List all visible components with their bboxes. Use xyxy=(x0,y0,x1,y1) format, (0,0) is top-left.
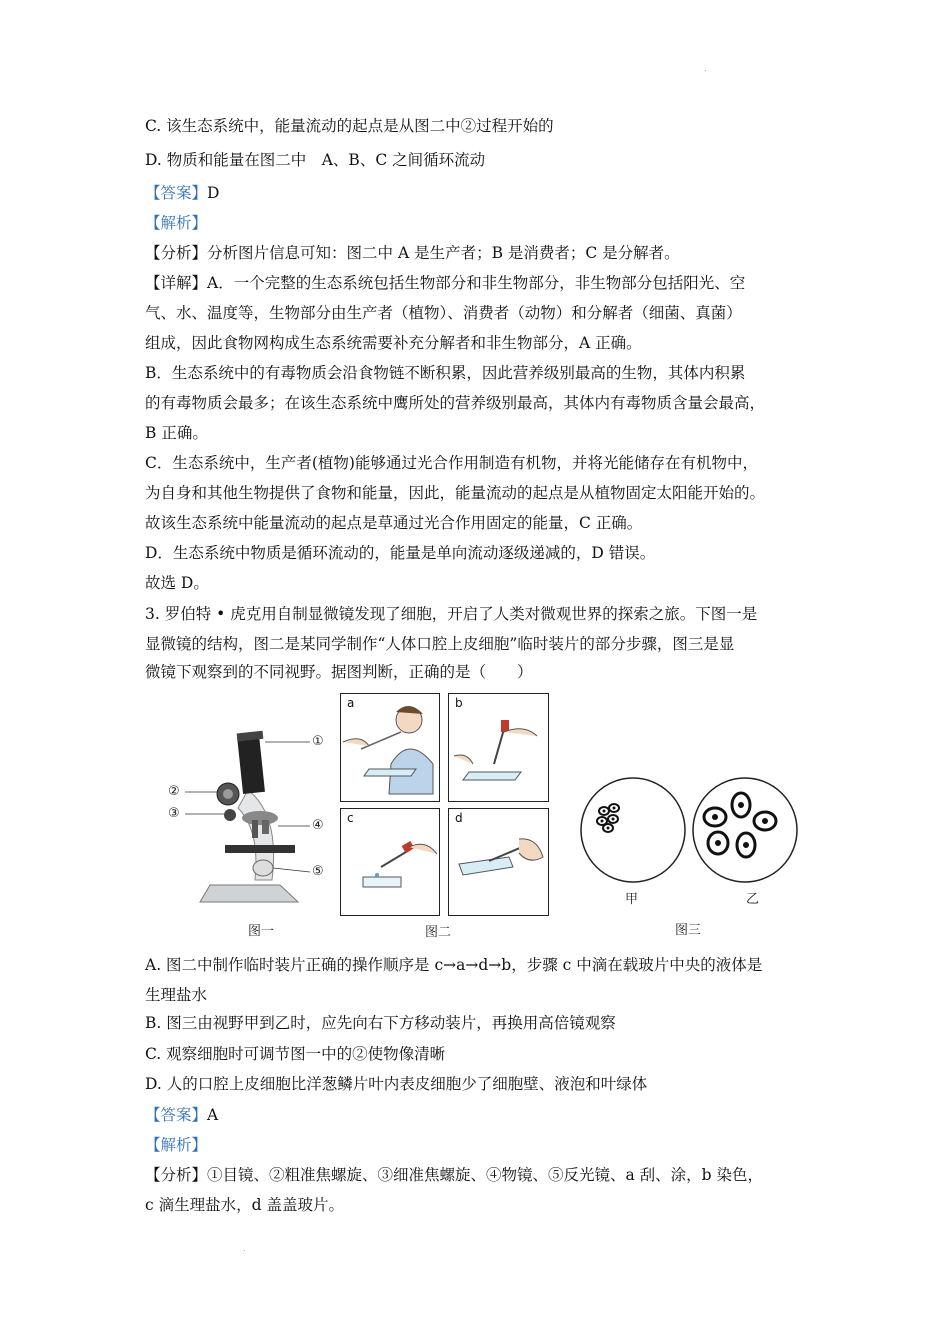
step-label-c: c xyxy=(347,811,354,825)
xiangjie-a1: A．一个完整的生态系统包括生物部分和非生物部分，非生物部分包括阳光、空 xyxy=(207,274,746,292)
xiangjie-a2: 气、水、温度等，生物部分由生产者（植物）、消费者（动物）和分解者（细菌、真菌） xyxy=(145,304,742,322)
option-d-text: D. 物质和能量在图二中 A、B、C 之间循环流动 xyxy=(145,151,486,169)
xiangjie-tag: 【详解】 xyxy=(145,274,208,292)
views-drawing xyxy=(578,775,803,905)
answer-line-1 xyxy=(145,183,219,203)
jiexi-tag: 【解析】 xyxy=(145,214,208,232)
answer-tag-2: 【答案】 xyxy=(145,1106,208,1124)
fenxi-text: 分析图片信息可知：图二中 A 是生产者；B 是消费者；C 是分解者。 xyxy=(207,244,680,262)
figure-views xyxy=(578,775,803,938)
option-d: D. 人的口腔上皮细胞比洋葱鳞片叶内表皮细胞少了细胞壁、液泡和叶绿体 xyxy=(145,1075,648,1093)
question3-line2: 显微镜的结构，图二是某同学制作“人体口腔上皮细胞”临时装片的部分步骤，图三是显 xyxy=(145,635,735,653)
fenxi-line-1 xyxy=(145,243,680,263)
answer-tag: 【答案】 xyxy=(145,184,208,202)
step-b-drawing xyxy=(449,694,548,801)
question3-line3: 微镜下观察到的不同视野。据图判断，正确的是（ ） xyxy=(145,663,533,681)
fenxi-tag: 【分析】 xyxy=(145,244,208,262)
conclusion-1: 故选 D。 xyxy=(145,574,209,592)
figure1-caption: 图一 xyxy=(248,924,275,939)
step-box-b xyxy=(448,693,549,802)
analysis-tag-2 xyxy=(145,1135,207,1155)
xiangjie-b1: B．生态系统中的有毒物质会沿食物链不断积累，因此营养级别最高的生物，其体内积累 xyxy=(145,364,746,382)
option-c-text: C. 该生态系统中，能量流动的起点是从图二中②过程开始的 xyxy=(145,117,554,135)
option-c: C. 观察细胞时可调节图一中的②使物像清晰 xyxy=(145,1045,446,1063)
jiexi-tag-2: 【解析】 xyxy=(145,1136,208,1154)
step-box-c xyxy=(340,808,440,916)
figure3-caption: 图三 xyxy=(675,923,702,938)
scan-dot-bottom: . xyxy=(243,1244,246,1253)
step-label-d: d xyxy=(455,811,463,825)
step-box-a xyxy=(340,693,440,802)
fenxi-tag-2: 【分析】 xyxy=(145,1166,208,1184)
scan-dot: . xyxy=(704,64,707,73)
step-label-b: b xyxy=(455,696,463,710)
view-label-yi: 乙 xyxy=(746,892,760,907)
xiangjie-c3: 故该生态系统中能量流动的起点是草通过光合作用固定的能量，C 正确。 xyxy=(145,514,643,532)
option-a-line2: 生理盐水 xyxy=(145,986,208,1004)
xiangjie-d1: D．生态系统中物质是循环流动的，能量是单向流动逐级递减的，D 错误。 xyxy=(145,544,656,562)
xiangjie-b3: B 正确。 xyxy=(145,424,208,442)
step-label-a: a xyxy=(347,696,355,710)
xiangjie-c1: C．生态系统中，生产者(植物)能够通过光合作用制造有机物，并将光能储存在有机物中， xyxy=(145,454,758,472)
label-5: ⑤ xyxy=(312,864,324,879)
answer-line-2 xyxy=(145,1105,218,1125)
label-3: ③ xyxy=(168,806,180,821)
label-2: ② xyxy=(168,784,180,799)
answer-value-2: A xyxy=(207,1106,219,1124)
xiangjie-c2: 为自身和其他生物提供了食物和能量，因此，能量流动的起点是从植物固定太阳能开始的。 xyxy=(145,484,766,502)
step-a-drawing xyxy=(341,694,439,801)
fenxi-line-2 xyxy=(145,1165,763,1185)
step-box-d xyxy=(448,808,549,916)
label-4: ④ xyxy=(312,818,324,833)
answer-value: D xyxy=(207,184,220,202)
question3-line1: 3. 罗伯特 • 虎克用自制显微镜发现了细胞，开启了人类对微观世界的探索之旅。下图一是 xyxy=(145,605,758,623)
xiangjie-a3: 组成，因此食物网构成生态系统需要补充分解者和非生物部分，A 正确。 xyxy=(145,334,642,352)
xiangjie-b2: 的有毒物质会最多；在该生态系统中鹰所处的营养级别最高，其体内有毒物质含量会最高， xyxy=(145,394,766,412)
step-c-drawing xyxy=(341,809,439,915)
label-1: ① xyxy=(312,734,324,749)
option-a-line1: A. 图二中制作临时装片正确的操作顺序是 c→a→d→b，步骤 c 中滴在载玻片中央的液体是 xyxy=(145,956,763,974)
view-label-jia: 甲 xyxy=(625,892,639,907)
step-d-drawing xyxy=(449,809,548,915)
figure2-caption: 图二 xyxy=(425,925,452,940)
xiangjie-line-a1 xyxy=(145,273,745,293)
option-b: B. 图三由视野甲到乙时，应先向右下方移动装片，再换用高倍镜观察 xyxy=(145,1014,616,1032)
fenxi-text-2: ①目镜、②粗准焦螺旋、③细准焦螺旋、④物镜、⑤反光镜、a 刮、涂，b 染色， xyxy=(207,1166,764,1184)
figure-microscope xyxy=(160,720,340,940)
fenxi-line-2b: c 滴生理盐水，d 盖盖玻片。 xyxy=(145,1196,344,1214)
analysis-tag-1 xyxy=(145,213,207,233)
